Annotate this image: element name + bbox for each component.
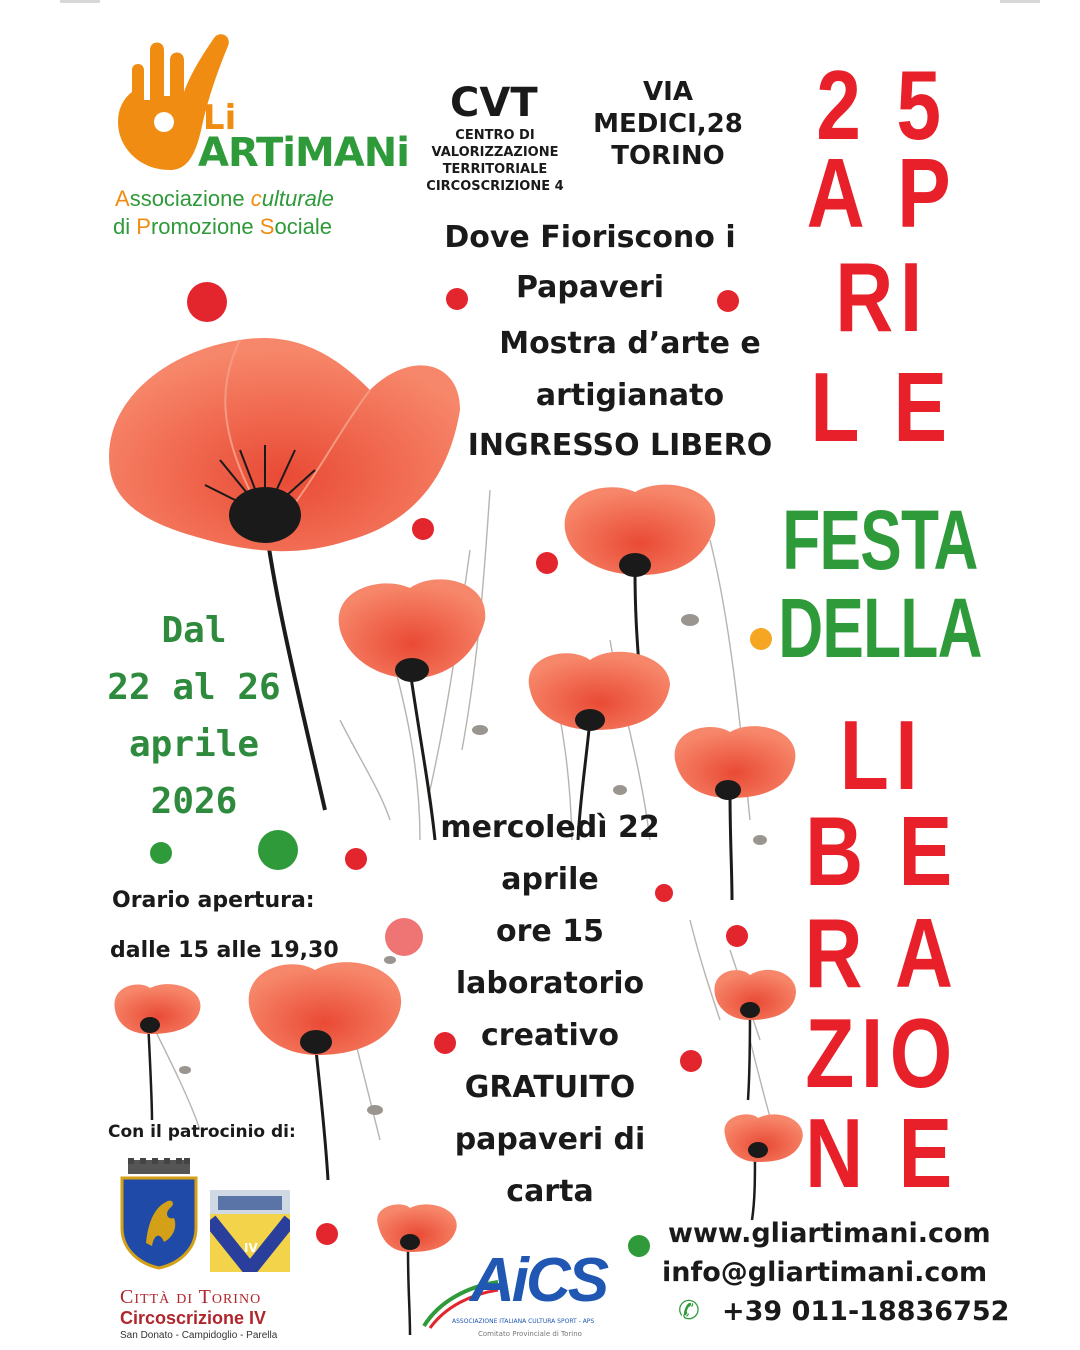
- address-line: TORINO: [611, 141, 725, 171]
- date-line: 22 al 26: [107, 667, 281, 708]
- decor-dot: [726, 925, 748, 947]
- district-label: Circoscrizione IV: [120, 1308, 267, 1328]
- workshop-line: GRATUITO: [464, 1070, 636, 1105]
- email-link[interactable]: info@gliartimani.com: [662, 1257, 988, 1288]
- liberazione-row: ZIO: [805, 998, 959, 1108]
- aprile-row: RI: [835, 242, 929, 352]
- decor-dot: [680, 1050, 702, 1072]
- date-25-row: 2 5: [816, 50, 948, 160]
- workshop-line: ore 15: [496, 914, 604, 949]
- liberazione-row: LI: [839, 700, 925, 810]
- liberazione-row: R A: [804, 898, 960, 1008]
- workshop-line: mercoledì 22: [440, 810, 660, 845]
- logo-word-artimani: ARTiMANi: [198, 130, 409, 176]
- liberazione-row: B E: [805, 796, 959, 906]
- cvt-line: VALORIZZAZIONE: [431, 145, 559, 160]
- event-title-line: Dove Fioriscono i: [444, 220, 736, 255]
- workshop-line: papaveri di: [454, 1122, 646, 1157]
- top-right-rule: [1000, 0, 1040, 3]
- phone-link[interactable]: +39 011-18836752: [722, 1296, 1010, 1327]
- hours-value: dalle 15 alle 19,30: [110, 938, 339, 963]
- workshop-line: carta: [506, 1174, 594, 1209]
- decor-dot: [628, 1235, 650, 1257]
- zones-label: San Donato - Campidoglio - Parella: [120, 1330, 278, 1341]
- decor-dot: [258, 830, 298, 870]
- decor-dot: [717, 290, 739, 312]
- decor-dot: [345, 848, 367, 870]
- festa-row: FESTA: [782, 493, 978, 587]
- date-line: aprile: [128, 724, 260, 765]
- decor-dot: [316, 1223, 338, 1245]
- workshop-line: laboratorio: [455, 966, 645, 1001]
- aprile-row: L E: [810, 352, 954, 462]
- top-left-rule: [60, 0, 100, 3]
- workshop-line: creativo: [481, 1018, 619, 1053]
- cvt-line: CIRCOSCRIZIONE 4: [426, 179, 564, 194]
- workshop-line: aprile: [501, 862, 599, 897]
- della-row: DELLA: [778, 581, 982, 675]
- logo-word-gli: GLi: [175, 98, 237, 138]
- website-link[interactable]: www.gliartimani.com: [668, 1218, 991, 1249]
- decor-dot: [750, 628, 772, 650]
- city-label: Città di Torino: [120, 1286, 262, 1308]
- torino-crest-icon: [118, 1158, 200, 1270]
- date-line: 2026: [150, 781, 238, 822]
- liberazione-row: N E: [805, 1098, 959, 1208]
- address-line: VIA: [643, 77, 693, 107]
- patronage-label: Con il patrocinio di:: [108, 1122, 296, 1142]
- logo-subtitle-line2: di Promozione Sociale: [113, 214, 332, 239]
- cvt-line: CENTRO DI: [455, 128, 535, 143]
- decor-dot: [536, 552, 558, 574]
- aics-committee: Comitato Provinciale di Torino: [478, 1330, 582, 1338]
- logo-subtitle-line1: Associazione culturale: [115, 186, 334, 211]
- aics-logo: AiCS: [470, 1246, 607, 1315]
- aprile-row: A P: [806, 138, 958, 248]
- hours-label: Orario apertura:: [112, 888, 315, 913]
- event-desc-line: Mostra d’arte e: [499, 326, 761, 361]
- decor-dot: [412, 518, 434, 540]
- decor-dot: [187, 282, 227, 322]
- decor-dot: [150, 842, 172, 864]
- cvt-title: CVT: [450, 80, 538, 126]
- event-title-line: Papaveri: [515, 270, 665, 305]
- circoscrizione-badge-icon: [210, 1190, 290, 1272]
- event-desc-line: artigianato: [535, 378, 725, 413]
- phone-icon: ✆: [678, 1296, 700, 1326]
- decor-dot: [446, 288, 468, 310]
- aics-subtitle: ASSOCIAZIONE ITALIANA CULTURA SPORT - APS: [452, 1318, 595, 1325]
- address-block: [588, 76, 748, 172]
- date-line: Dal: [161, 610, 227, 651]
- event-desc-line: INGRESSO LIBERO: [467, 428, 773, 463]
- address-line: MEDICI,28: [593, 109, 743, 139]
- badge-numeral: IV: [244, 1241, 258, 1255]
- cvt-line: TERRITORIALE: [442, 162, 548, 177]
